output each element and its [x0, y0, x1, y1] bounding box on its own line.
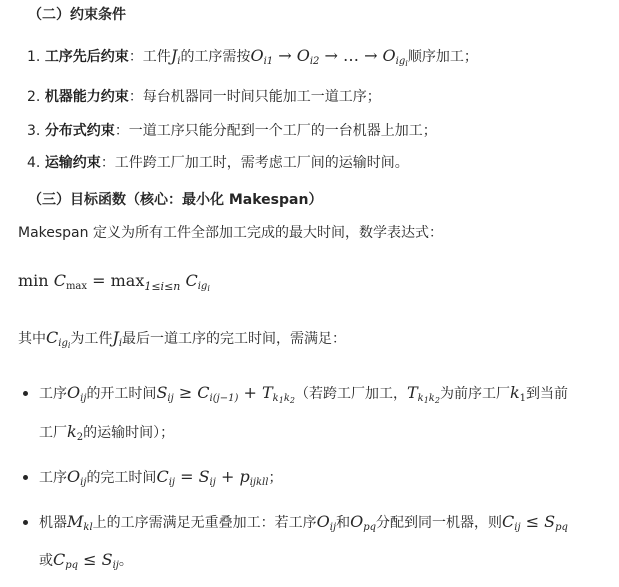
- formula-k1: $k_1$: [509, 383, 527, 404]
- b1-d: 到当前: [526, 386, 569, 402]
- constraint-2-num: 2.: [27, 89, 41, 105]
- constraint-1-mid: 的工序需按: [180, 49, 251, 65]
- b3-a: 上的工序需满足无重叠加工：若工序: [92, 515, 317, 531]
- b3-pre: 机器: [39, 515, 67, 531]
- b3-c: 分配到同一机器，则: [376, 515, 503, 531]
- formula-mkl: $M_{kl}$: [67, 512, 93, 533]
- bullet-dot: [23, 520, 28, 525]
- bullet-1-line-1: [39, 383, 568, 404]
- b2-pre: 工序: [39, 470, 67, 486]
- constraint-3-title: 分布式约束: [44, 123, 115, 139]
- b3-line2-post: 。: [118, 553, 133, 569]
- constraint-1-post: 顺序加工；: [407, 49, 478, 65]
- bullet-dot: [23, 475, 28, 480]
- b1-line2-post: 的运输时间）；: [83, 425, 175, 441]
- b2-post: ；: [268, 470, 283, 486]
- heading-constraints: （二）约束条件: [28, 7, 126, 23]
- formula-oij: $O_{ij}$: [316, 512, 337, 533]
- b1-c: 为前序工厂: [439, 386, 510, 402]
- where-pre: 其中: [18, 331, 46, 347]
- formula-oij: $O_{ij}$: [67, 467, 87, 488]
- bullet-3-line-2: [39, 550, 133, 571]
- completion-time-note: [18, 328, 346, 349]
- constraint-2-text: ：每台机器同一时间只能加工一道工序；: [128, 89, 381, 105]
- formula-completion-time: $C_{ij} = S_{ij} + p_{ijkll}$: [156, 467, 269, 488]
- bullet-3-line-1: [39, 512, 568, 533]
- constraint-1-title: 工序先后约束: [44, 49, 129, 65]
- constraint-4-text: ：工件跨工厂加工时，需考虑工厂间的运输时间。: [100, 155, 409, 171]
- formula-opq: $O_{pq}$: [350, 512, 377, 533]
- constraint-1-num: 1.: [27, 49, 41, 65]
- formula-k2: $k_2$: [67, 422, 84, 443]
- formula-transport: $T_{k_1k_2}$: [406, 383, 440, 405]
- b3-b: 和: [336, 515, 351, 531]
- formula-operation-sequence: $O_{i1} \to O_{i2}$ → … → $O_{ig_i}$: [250, 46, 408, 68]
- b1-pre: 工序: [39, 386, 67, 402]
- formula-ji: $J_i$: [112, 328, 123, 349]
- formula-cigi: $C_{ig_i}$: [46, 328, 71, 350]
- makespan-definition: Makespan 定义为所有工件全部加工完成的最大时间，数学表达式：: [18, 225, 443, 241]
- formula-oij: $O_{ij}$: [67, 383, 87, 404]
- formula-cij-le-spq: $C_{ij} \le S_{pq}$: [502, 512, 568, 533]
- b2-a: 的完工时间: [86, 470, 157, 486]
- constraint-4-num: 4.: [27, 155, 41, 171]
- b1-b: （若跨工厂加工，: [294, 386, 407, 402]
- constraint-3-text: ：一道工序只能分配到一个工厂的一台机器上加工；: [114, 123, 437, 139]
- constraint-2-title: 机器能力约束: [44, 89, 129, 105]
- constraint-1: [27, 46, 478, 67]
- constraint-1-pre: ：工件: [128, 49, 171, 65]
- bullet-1-line-2: [39, 422, 174, 443]
- formula-min-cmax: $\min C_{max} = \max_{1\le i\le n} C_{ig_i}$: [18, 271, 210, 293]
- constraint-4-title: 运输约束: [44, 155, 101, 171]
- constraint-4: [27, 153, 409, 173]
- constraint-2: [27, 87, 381, 107]
- constraint-3: [27, 121, 437, 141]
- where-post: 最后一道工序的完工时间，需满足：: [122, 331, 347, 347]
- where-mid: 为工件: [70, 331, 113, 347]
- formula-job-j: $J_i$: [170, 46, 181, 67]
- b3-line2-pre: 或: [39, 553, 53, 569]
- b1-a: 的开工时间: [86, 386, 157, 402]
- heading-objective: （三）目标函数（核心：最小化 Makespan）: [28, 192, 323, 208]
- bullet-2: [39, 467, 282, 488]
- formula-start-time: $S_{ij} \ge C_{i(j-1)} + T_{k_1k_2}$: [156, 383, 295, 405]
- bullet-dot: [23, 391, 28, 396]
- constraint-3-num: 3.: [27, 123, 41, 139]
- b1-line2-pre: 工厂: [39, 425, 67, 441]
- formula-cpq-le-sij: $C_{pq} \le S_{ij}$: [53, 550, 119, 571]
